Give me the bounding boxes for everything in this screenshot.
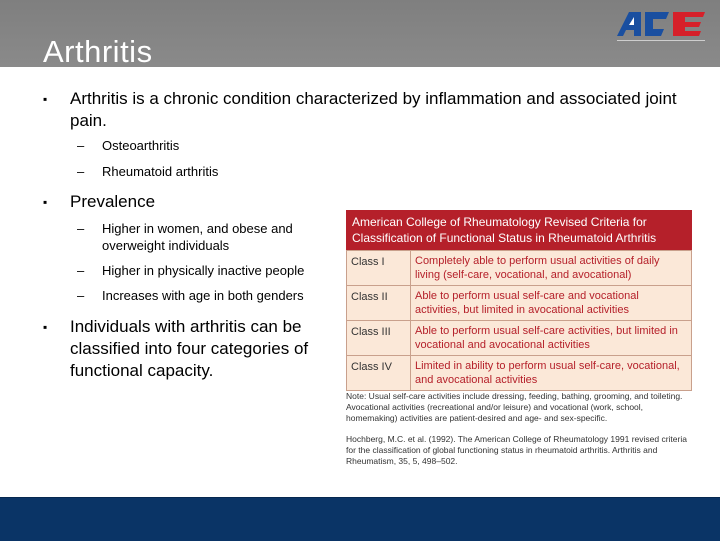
criteria-table — [346, 210, 692, 391]
table-row — [347, 321, 692, 356]
sub-bullet-text: Osteoarthritis — [102, 138, 180, 153]
slide-title: Arthritis — [43, 34, 153, 69]
dash-bullet-icon: – — [77, 263, 85, 278]
sub-bullet-text: Higher in physically inactive people — [102, 263, 305, 278]
bullet-text: Arthritis is a chronic condition characterized by inflammation and associated joint pain. — [70, 89, 677, 130]
bullet-definition — [43, 88, 700, 132]
square-bullet-icon: ▪ — [43, 320, 48, 334]
sub-bullet-text: Rheumatoid arthritis — [102, 164, 219, 179]
class-label: Class I — [347, 251, 411, 286]
dash-bullet-icon: – — [77, 221, 85, 236]
sub-bullet-inactive — [77, 262, 305, 279]
table-row — [347, 286, 692, 321]
sub-bullet-text: Higher in women, and obese and overweight individuals — [102, 221, 293, 253]
class-description: Able to perform usual self-care and vocational activities, but limited in avocational activities — [411, 286, 692, 321]
dash-bullet-icon: – — [77, 164, 85, 179]
criteria-table-caption: American College of Rheumatology Revised Criteria for Classification of Functional Status in Rheumatoid Arthritis — [346, 210, 692, 250]
class-label: Class IV — [347, 356, 411, 391]
sub-bullet-text: Increases with age in both genders — [102, 288, 304, 303]
bullet-classification — [43, 316, 332, 382]
class-description: Completely able to perform usual activities of daily living (self-care, vocational, and avocational) — [411, 251, 692, 286]
dash-bullet-icon: – — [77, 288, 85, 303]
bullet-text: Individuals with arthritis can be classified into four categories of functional capacity. — [70, 317, 309, 380]
table-note: Note: Usual self-care activities include dressing, feeding, bathing, grooming, and toileting. Avocational activities (recreational and/or leisure) and vocational (work, school, homemaking) activities are patient-desired and age- and sex-specific. — [346, 391, 683, 423]
sub-bullet-age — [77, 287, 304, 304]
square-bullet-icon: ▪ — [43, 92, 48, 106]
sub-bullet-osteoarthritis — [77, 137, 180, 154]
bullet-prevalence — [43, 191, 156, 213]
bullet-text: Prevalence — [70, 192, 156, 211]
table-citation: Hochberg, M.C. et al. (1992). The American College of Rheumatology 1991 revised criteria for the classification of global functioning status in rheumatoid arthritis. Arthritis and Rheumatism, 35, 5, 498–502. — [346, 434, 687, 466]
class-label: Class III — [347, 321, 411, 356]
square-bullet-icon: ▪ — [43, 195, 48, 209]
dash-bullet-icon: – — [77, 138, 85, 153]
table-row — [347, 356, 692, 391]
table-row — [347, 251, 692, 286]
slide-footer-bar — [0, 497, 720, 541]
class-description: Able to perform usual self-care activities, but limited in vocational and avocational activities — [411, 321, 692, 356]
sub-bullet-rheumatoid — [77, 163, 219, 180]
sub-bullet-women-obese — [77, 220, 317, 254]
class-label: Class II — [347, 286, 411, 321]
class-description: Limited in ability to perform usual self-care, vocational, and avocational activities — [411, 356, 692, 391]
criteria-table-container — [346, 210, 692, 391]
